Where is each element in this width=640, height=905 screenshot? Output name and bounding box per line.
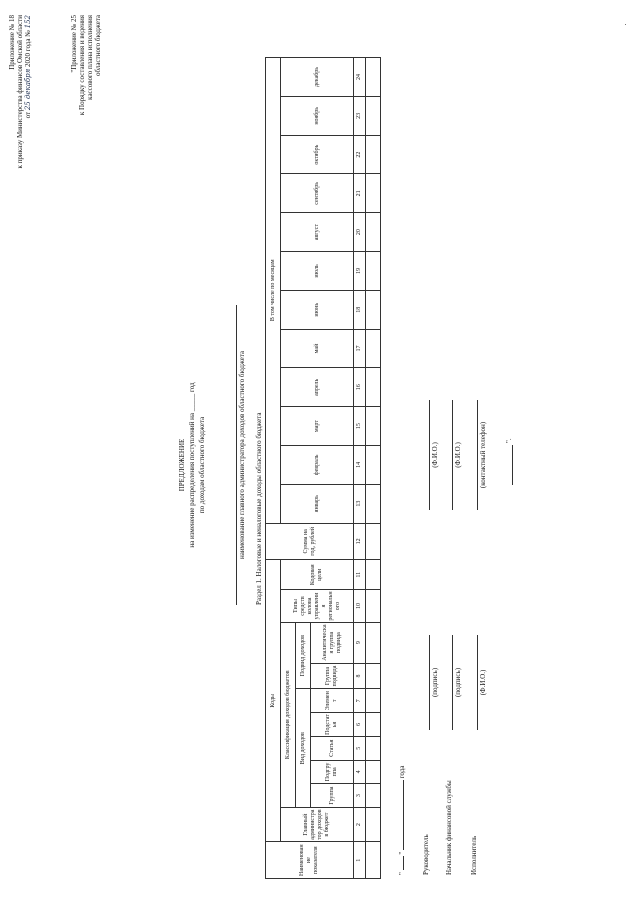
appendix-18-line1: Приложение № 18 <box>8 15 16 70</box>
head-sign-caption: (подпись) <box>431 667 439 698</box>
fin-head-label: Начальник финансовой службы <box>445 780 453 875</box>
month-6: июнь <box>281 290 354 329</box>
head-fio-caption: (Ф.И.О.) <box>431 442 439 468</box>
fin-head-fio-caption: (Ф.И.О.) <box>454 442 462 468</box>
administrator-underline <box>236 305 237 605</box>
head-fio-line <box>429 400 430 510</box>
appendix-date: 25 декабря <box>24 68 32 111</box>
subtype-group-header: Группа подвида <box>311 663 354 689</box>
month-3: март <box>281 407 354 446</box>
appendix-18-line3: от 25 декабря 2020 года № 152 <box>24 15 32 119</box>
empty-data-row <box>366 58 381 879</box>
date-line: " " года <box>398 765 406 875</box>
income-subtype-header: Подвид доходов <box>296 622 311 689</box>
month-11: ноябрь <box>281 96 354 135</box>
month-2: февраль <box>281 445 354 484</box>
subgroup-header: Подгруппа <box>311 760 354 784</box>
month-4: апрель <box>281 368 354 407</box>
document-title: ПРЕДЛОЖЕНИЕ <box>178 438 186 492</box>
executor-phone-line <box>477 400 478 510</box>
month-1: январь <box>281 484 354 523</box>
month-10: октябрь <box>281 135 354 174</box>
scan-speck <box>625 24 626 25</box>
document-subtitle-2: по доходам областного бюджета <box>198 416 206 514</box>
appendix-25: "Приложение № 25 к Порядку составления и ведения кассового плана исполнения областного бюджета <box>70 15 102 116</box>
executor-fio-caption: (Ф.И.О.) <box>479 669 487 696</box>
fin-head-sign-caption: (подпись) <box>454 667 462 698</box>
group-header: Группа <box>311 784 354 808</box>
section-title: Раздел 1. Налоговые и неналоговые доходы областного бюджета <box>255 412 263 605</box>
classification-header: Классификация доходов бюджетов <box>281 622 296 807</box>
article-header: Статья <box>311 736 354 760</box>
executor-label: Исполнитель <box>470 835 478 875</box>
col-name-header: Наименование показателя <box>266 842 354 879</box>
subarticle-header: Подстатья <box>311 713 354 737</box>
income-type-header: Вид доходов <box>296 689 311 807</box>
column-number-row: 1 2 3 4 5 6 7 8 9 10 11 12 13 14 15 16 17 18 19 20 21 22 23 24 <box>354 58 366 879</box>
month-5: май <box>281 329 354 368</box>
analytic-group-header: Аналитическая группа подвида <box>311 622 354 663</box>
appendix-number: 152 <box>24 15 32 29</box>
element-header: Элемент <box>311 689 354 713</box>
head-label: Руководитель <box>422 834 430 875</box>
table-header-row-2 <box>281 58 296 879</box>
income-table <box>265 57 381 879</box>
appendix-18-line2: к приказу Министерства финансов Омской области <box>16 15 24 169</box>
head-sign-line <box>429 635 430 730</box>
executor-fio-line <box>477 635 478 730</box>
executor-phone-caption: (контактный телефон) <box>479 421 487 489</box>
sum-header: Сумма на год, рублей <box>266 523 354 560</box>
by-month-header: В том числе по месяцам <box>266 58 281 524</box>
closing-line <box>512 445 513 485</box>
month-12: декабрь <box>281 58 354 97</box>
fin-head-fio-line <box>452 400 453 510</box>
administrator-caption: наименование главного администратора доходов областного бюджета <box>238 351 246 559</box>
admin-header: Главный администратор доходов в бюджет <box>281 807 354 841</box>
table-header-row-1 <box>266 58 281 879</box>
fin-head-sign-line <box>452 635 453 730</box>
month-9: сентябрь <box>281 174 354 213</box>
reason-code-header: Кодовая цели <box>281 560 354 590</box>
month-7: июль <box>281 252 354 291</box>
month-8: август <box>281 213 354 252</box>
appendix-18 <box>8 15 32 265</box>
funds-type-header: Типы средств колова управления регионального <box>281 590 354 622</box>
document-subtitle: на изменение распределения поступлений на _____ год <box>188 382 196 548</box>
codes-header: Коды <box>266 560 281 842</box>
closing-mark: ". <box>505 438 513 443</box>
